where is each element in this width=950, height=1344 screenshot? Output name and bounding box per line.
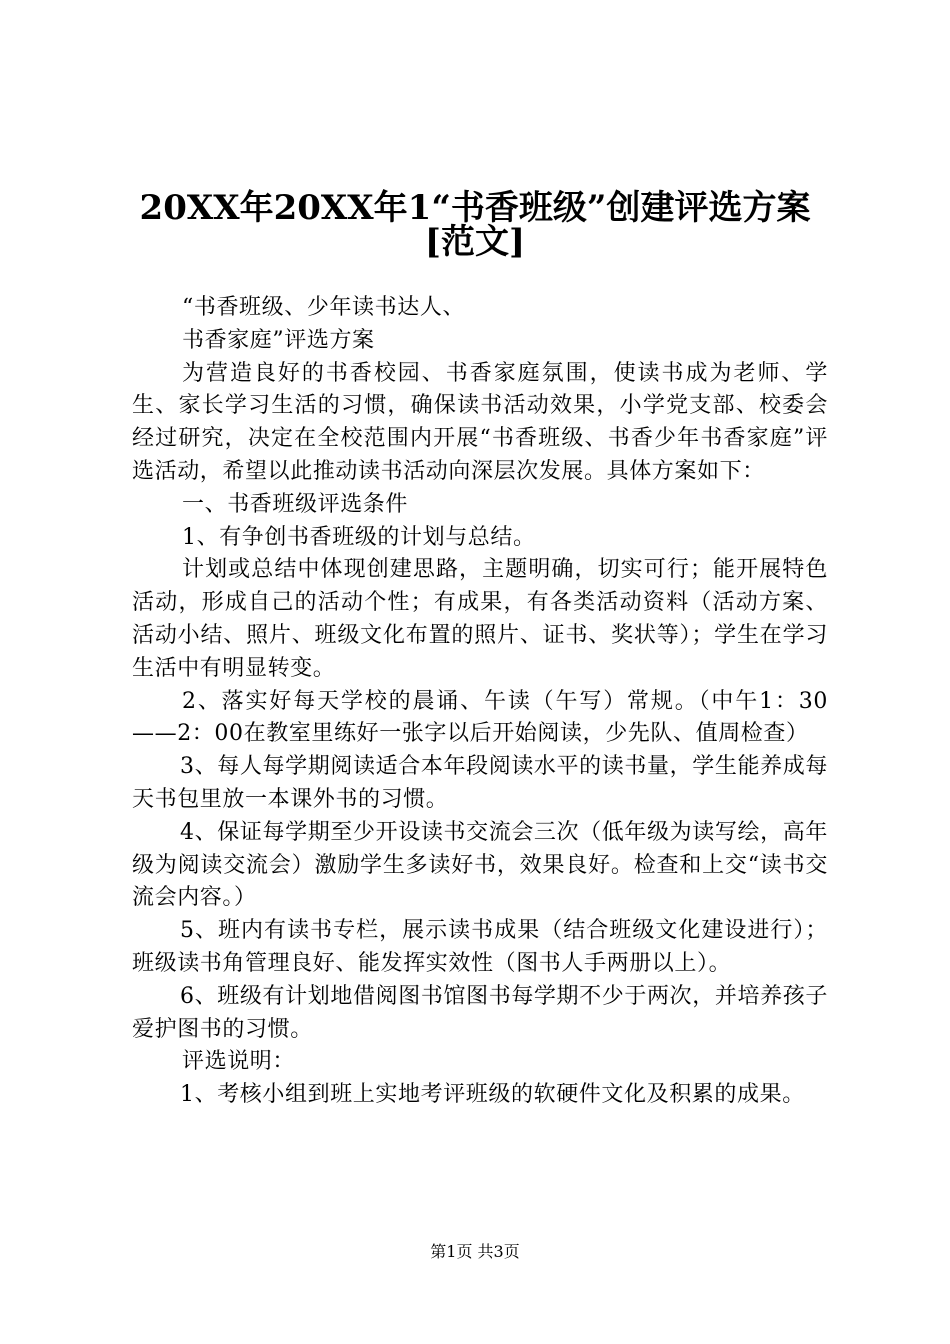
paragraph: 书香家庭”评选方案 [182,327,375,353]
paragraph: 6、班级有计划地借阅图书馆图书每学期不少于两次，并培养孩子爱护图书的习惯。 [132,983,828,1042]
section-heading: 评选说明： [182,1049,296,1075]
paragraph: 1、考核小组到班上实地考评班级的软硬件文化及积累的成果。 [180,1082,805,1108]
paragraph: 为营造良好的书香校园、书香家庭氛围，使读书成为老师、学生、家长学习生活的习惯，确保读书活动效果，小学党支部、校委会经过研究，决定在全校范围内开展“书香班级、书香少年书香家庭”评选活动，希望以此推动读书活动向深层次发展。具体方案如下： [132,360,828,484]
document-title-line2: [范文] [424,222,526,262]
section-heading: 一、书香班级评选条件 [182,491,409,517]
paragraph: 5、班内有读书专栏，展示读书成果（结合班级文化建设进行）；班级读书角管理良好、能发挥实效性（图书人手两册以上）。 [132,918,828,976]
paragraph: 2、落实好每天学校的晨诵、午读（午写）常规。（中午1：30——2：00在教室里练好一张字以后开始阅读，少先队、值周检查） [132,688,828,747]
paragraph: 4、保证每学期至少开设读书交流会三次（低年级为读写绘，高年级为阅读交流会）激励学生多读好书，效果良好。检查和上交“读书交流会内容。） [132,819,828,911]
page-footer: 第1页 共3页 [430,1242,520,1261]
paragraph: 计划或总结中体现创建思路，主题明确，切实可行；能开展特色活动，形成自己的活动个性；有成果，有各类活动资料（活动方案、活动小结、照片、班级文化布置的照片、证书、奖状等）；学生在学习生活中有明显转变。 [132,557,828,681]
paragraph: 3、每人每学期阅读适合本年段阅读水平的读书量，学生能养成每天书包里放一本课外书的习惯。 [132,754,828,812]
paragraph: 1、有争创书香班级的计划与总结。 [182,524,536,550]
document-body [132,292,828,1112]
paragraph: “书香班级、少年读书达人、 [182,295,466,320]
document-title-line1: 20XX年20XX年1“书香班级”创建评选方案 [139,188,811,228]
